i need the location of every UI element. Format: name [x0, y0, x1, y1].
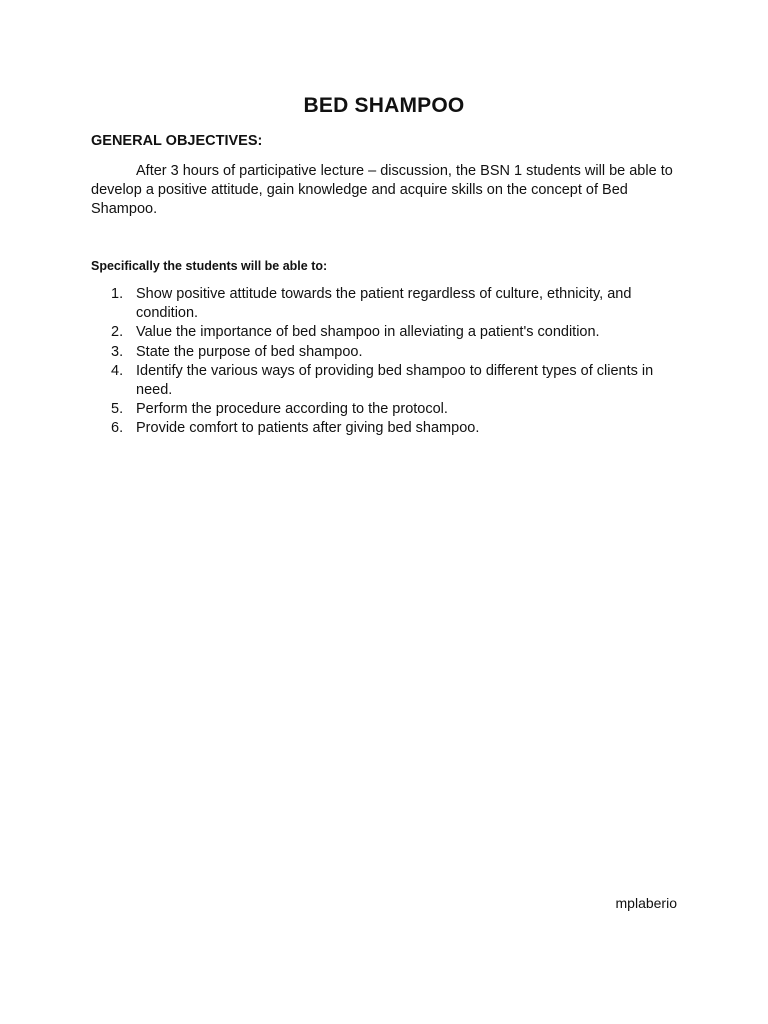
list-item-text: Provide comfort to patients after giving bed shampoo. — [136, 420, 480, 437]
list-item-text: Show positive attitude towards the patient regardless of culture, ethnicity, and condition. — [136, 286, 632, 322]
list-item — [91, 323, 683, 342]
list-item-text: Perform the procedure according to the protocol. — [136, 401, 448, 418]
list-item — [91, 400, 683, 419]
list-item-text: Value the importance of bed shampoo in alleviating a patient's condition. — [136, 324, 600, 341]
specific-objectives-list — [91, 285, 683, 439]
list-item-number: 3. — [111, 343, 124, 360]
document-title: BED SHAMPOO — [303, 94, 465, 117]
list-item-number: 1. — [111, 286, 124, 302]
general-objectives-heading: GENERAL OBJECTIVES: — [91, 133, 263, 149]
author-signature: mplaberio — [615, 895, 677, 911]
list-item-number: 5. — [111, 401, 124, 418]
general-objectives-paragraph: After 3 hours of participative lecture – discussion, the BSN 1 students will be able to develop a positive attitude, gain knowledge and acquire skills on the concept of Bed Shampoo. — [91, 163, 673, 217]
list-item — [91, 285, 683, 323]
list-item-text: State the purpose of bed shampoo. — [136, 343, 363, 360]
specific-objectives-heading: Specifically the students will be able to: — [91, 259, 328, 273]
list-item-number: 2. — [111, 324, 124, 341]
list-item-number: 6. — [111, 420, 124, 437]
list-item — [91, 362, 683, 400]
list-item-text: Identify the various ways of providing bed shampoo to different types of clients in need. — [136, 362, 654, 399]
list-item — [91, 419, 683, 438]
list-item-number: 4. — [111, 362, 124, 379]
list-item — [91, 343, 683, 362]
